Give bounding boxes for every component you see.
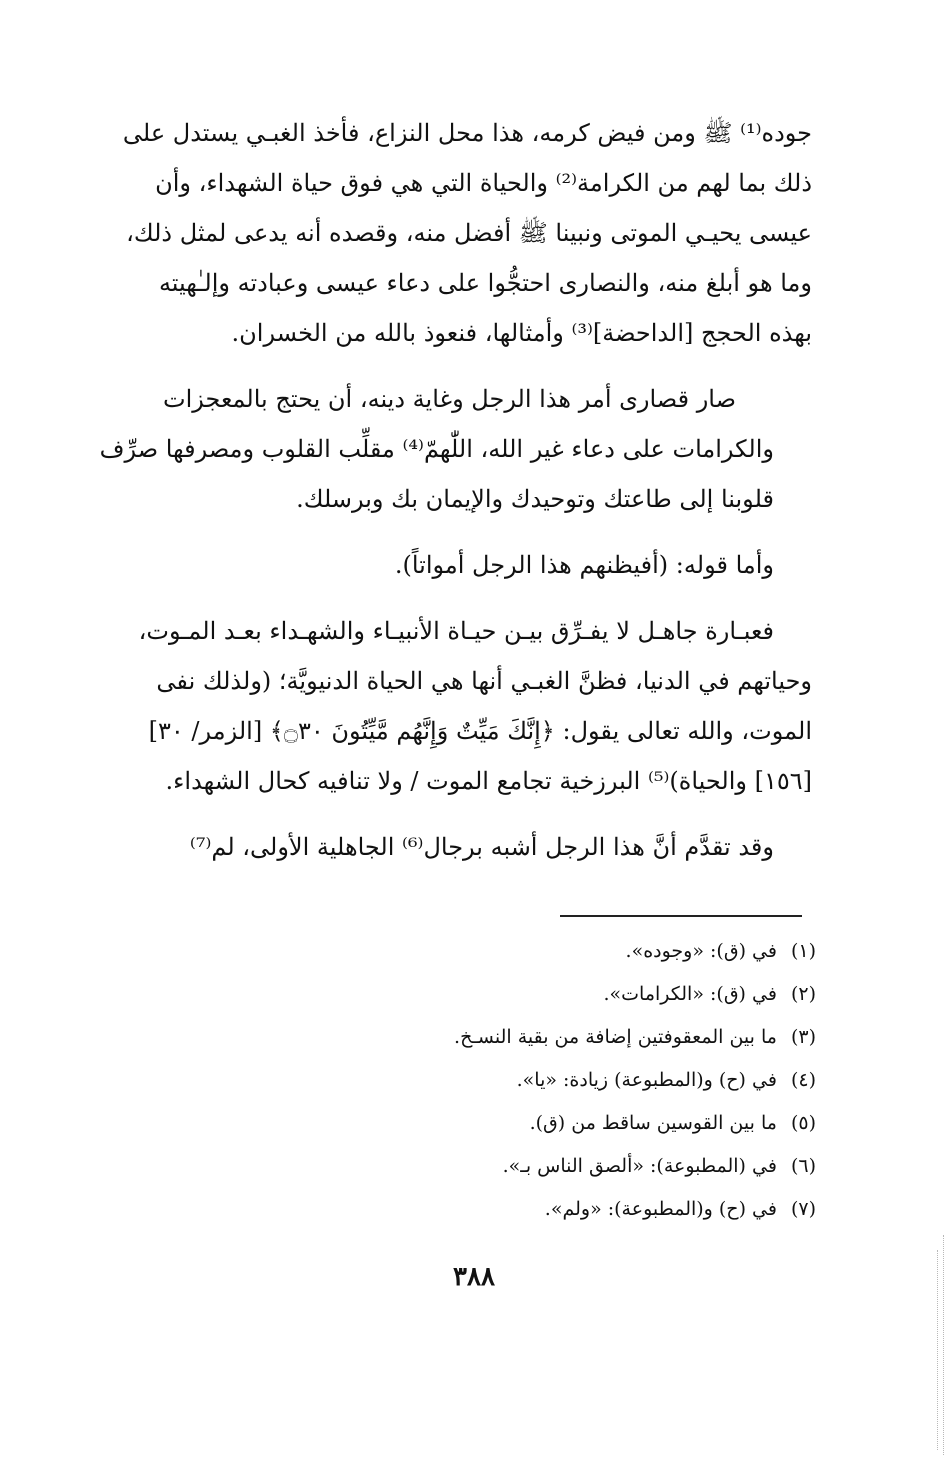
text-line: الموت، والله تعالى يقول: ﴿إِنَّكَ مَيِّتٌ وَإِنَّهُم مَّيِّتُونَ ۝٣٠﴾ [الزمر/ ٣٠] xyxy=(148,717,812,745)
footnote-4 xyxy=(454,1059,816,1102)
footnote-number: (٣) xyxy=(790,1026,816,1048)
paragraph-3 xyxy=(76,540,812,590)
text-line: قلوبنا إلى طاعتك وتوحيدك والإيمان بك وبرسلك. xyxy=(296,485,774,513)
text-line: وقد تقدَّم أنَّ هذا الرجل أشبه برجال⁽⁶⁾ الجاهلية الأولى، لم⁽⁷⁾ xyxy=(189,833,774,861)
paragraph-5 xyxy=(76,822,812,872)
text-line: والكرامات على دعاء غير الله، اللّٰهمّ⁽⁴⁾ مقلِّب القلوب ومصرفها صرِّف xyxy=(99,435,774,463)
footnote-text: في (ق): «الكرامات». xyxy=(603,983,777,1005)
footnote-text: في (المطبوعة): «ألصق الناس بـ». xyxy=(502,1155,777,1177)
footnote-text: في (ق): «وجوده». xyxy=(625,940,777,962)
footnote-1 xyxy=(454,930,816,973)
text-line: عيسى يحيـي الموتى ونبينا ﷺ أفضل منه، وقصده أنه يدعى لمثل ذلك، xyxy=(126,219,812,247)
text-line: وأما قوله: (أفيظنهم هذا الرجل أمواتاً). xyxy=(394,551,774,579)
main-text xyxy=(76,108,812,888)
paragraph-2 xyxy=(76,374,812,524)
text-line: بهذه الحجج [الداحضة]⁽³⁾ وأمثالها، فنعوذ بالله من الخسران. xyxy=(231,319,812,347)
scan-edge-artifact xyxy=(941,1235,944,1455)
footnote-separator xyxy=(560,915,802,917)
footnote-number: (٢) xyxy=(790,983,816,1005)
text-line: وحياتهم في الدنيا، فظنَّ الغبـي أنها هي الحياة الدنيويَّة؛ (ولذلك نفى xyxy=(156,667,812,695)
footnote-number: (٤) xyxy=(790,1069,816,1091)
footnote-text: ما بين المعقوفتين إضافة من بقية النسـخ. xyxy=(454,1026,777,1048)
paragraph-4 xyxy=(76,606,812,806)
scan-edge-artifact xyxy=(935,1250,938,1450)
footnote-number: (٥) xyxy=(790,1112,816,1134)
text-line: ذلك بما لهم من الكرامة⁽²⁾ والحياة التي هي فوق حياة الشهداء، وأن xyxy=(155,169,812,197)
footnote-text: في (ح) و(المطبوعة) زيادة: «يا». xyxy=(516,1069,777,1091)
footnotes xyxy=(454,930,816,1231)
text-line: وما هو أبلغ منه، والنصارى احتجُّوا على دعاء عيسى وعبادته وإلـٰهيته xyxy=(158,269,812,297)
text-line: [١٥٦] والحياة)⁽⁵⁾ البرزخية تجامع الموت / ولا تنافيه كحال الشهداء. xyxy=(165,767,812,795)
footnote-7 xyxy=(454,1188,816,1231)
footnote-text: ما بين القوسين ساقط من (ق). xyxy=(529,1112,777,1134)
footnote-3 xyxy=(454,1016,816,1059)
footnote-5 xyxy=(454,1102,816,1145)
page-number: ٣٨٨ xyxy=(453,1262,495,1292)
text-line: فعبـارة جاهـل لا يفـرِّق بيـن حيـاة الأنبيـاء والشهـداء بعـد المـوت، xyxy=(138,617,774,645)
footnote-6 xyxy=(454,1145,816,1188)
paragraph-1 xyxy=(76,108,812,358)
footnote-number: (٦) xyxy=(790,1155,816,1177)
footnote-text: في (ح) و(المطبوعة): «ولم». xyxy=(544,1198,777,1220)
text-line: صار قصارى أمر هذا الرجل وغاية دينه، أن يحتج بالمعجزات xyxy=(162,385,736,413)
footnote-number: (٧) xyxy=(790,1198,816,1220)
footnote-2 xyxy=(454,973,816,1016)
text-line: جوده⁽¹⁾ ﷺ ومن فيض كرمه، هذا محل النزاع، فأخذ الغبـي يستدل على xyxy=(122,119,812,147)
footnote-number: (١) xyxy=(790,940,816,962)
